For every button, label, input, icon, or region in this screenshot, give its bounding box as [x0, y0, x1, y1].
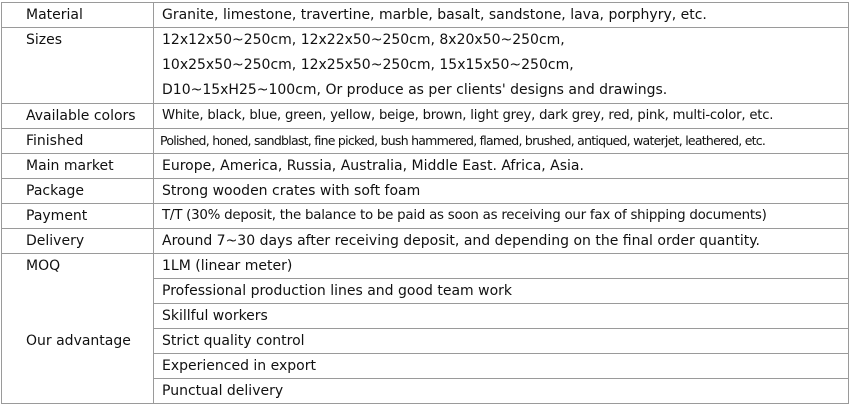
table-row	[2, 28, 849, 104]
advantage-item: Skillful workers	[154, 304, 849, 329]
row-value-package: Strong wooden crates with soft foam	[154, 179, 849, 204]
row-value-finished: Polished, honed, sandblast, fine picked, bush hammered, flamed, brushed, antiqued, waterjet, leathered, etc.	[154, 129, 849, 154]
row-label-material: Material	[2, 3, 154, 28]
table-row	[2, 104, 849, 129]
advantage-item: Experienced in export	[154, 354, 849, 379]
row-label-sizes: Sizes	[2, 28, 154, 104]
advantage-item: Punctual delivery	[154, 379, 849, 404]
table-row	[2, 179, 849, 204]
row-value-moq: 1LM (linear meter)	[154, 254, 849, 279]
advantage-item: Strict quality control	[154, 329, 849, 354]
table-row	[2, 154, 849, 179]
table-row	[2, 129, 849, 154]
size-line: D10~15xH25~100cm, Or produce as per clients' designs and drawings.	[162, 82, 668, 98]
table-row	[2, 279, 849, 304]
row-label-moq: MOQ	[2, 254, 154, 279]
size-line: 10x25x50~250cm, 12x25x50~250cm, 15x15x50~250cm,	[162, 57, 574, 73]
row-value-delivery: Around 7~30 days after receiving deposit, and depending on the final order quantity.	[154, 229, 849, 254]
table-row	[2, 204, 849, 229]
row-label-colors: Available colors	[2, 104, 154, 129]
row-value-payment: T/T (30% deposit, the balance to be paid as soon as receiving our fax of shipping documents)	[154, 204, 849, 229]
size-line: 12x12x50~250cm, 12x22x50~250cm, 8x20x50~250cm,	[162, 32, 565, 48]
row-label-package: Package	[2, 179, 154, 204]
row-label-delivery: Delivery	[2, 229, 154, 254]
row-label-payment: Payment	[2, 204, 154, 229]
row-label-market: Main market	[2, 154, 154, 179]
row-value-market: Europe, America, Russia, Australia, Middle East. Africa, Asia.	[154, 154, 849, 179]
row-value-colors: White, black, blue, green, yellow, beige, brown, light grey, dark grey, red, pink, multi-color, etc.	[154, 104, 849, 129]
table-row	[2, 254, 849, 279]
row-value-sizes	[154, 28, 849, 104]
row-label-finished: Finished	[2, 129, 154, 154]
row-value-material: Granite, limestone, travertine, marble, basalt, sandstone, lava, porphyry, etc.	[154, 3, 849, 28]
table-row	[2, 229, 849, 254]
table-row	[2, 3, 849, 28]
advantage-item: Professional production lines and good team work	[154, 279, 849, 304]
row-label-advantage: Our advantage	[2, 279, 154, 404]
product-spec-table	[1, 2, 849, 404]
